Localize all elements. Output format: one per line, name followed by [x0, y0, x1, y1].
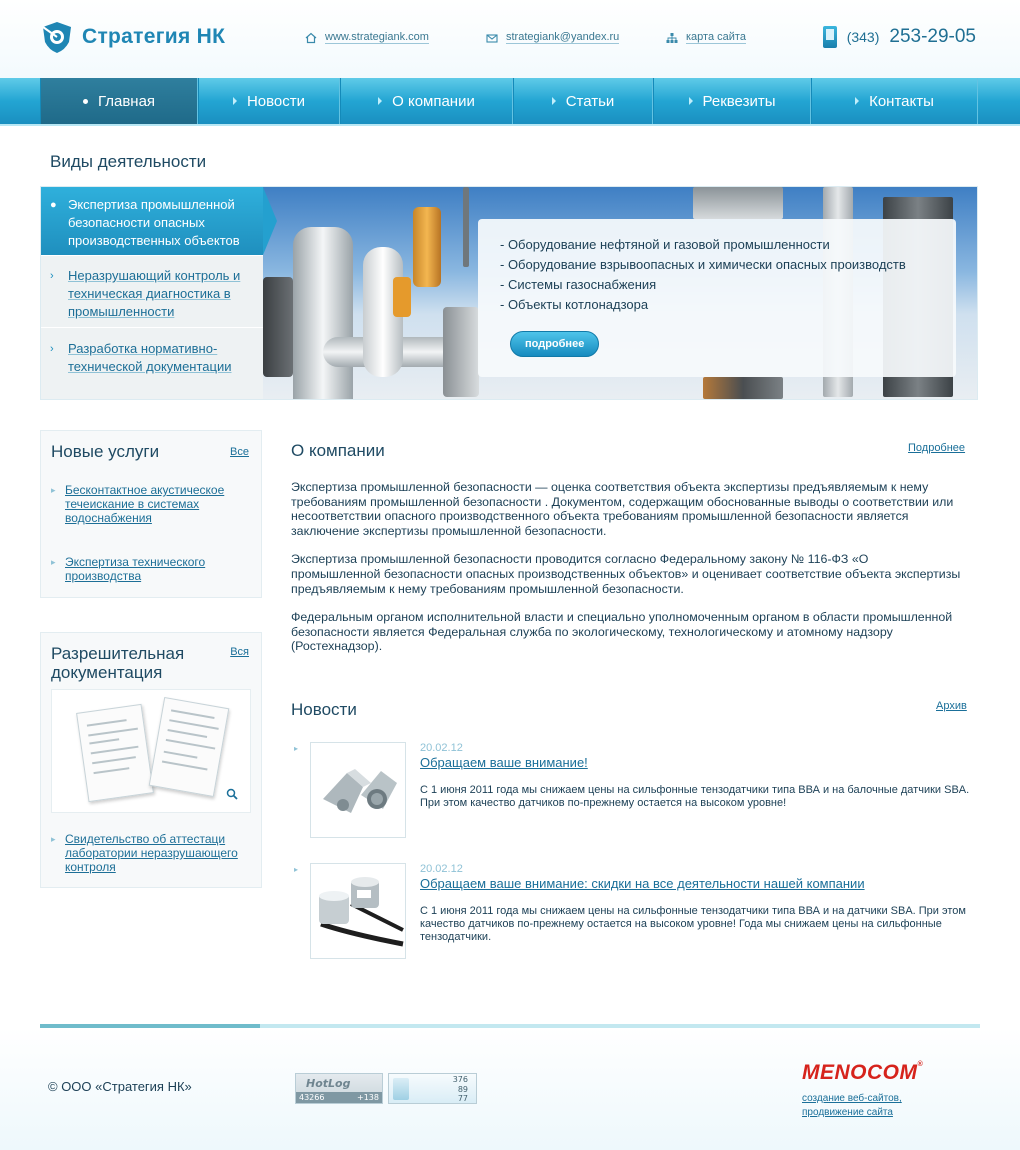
bullet-icon: ▸ — [294, 865, 299, 874]
certificate-image — [76, 704, 154, 802]
load-cell-image — [311, 743, 406, 838]
nav-item-requisites[interactable] — [653, 78, 811, 124]
news-body: С 1 июня 2011 года мы снижаем цены на сильфонные тензодатчики типа ВВА и на датчики SBA. При этом качество датчиков по-прежнему остается на высоком уровне! Года мы снижаем цены на сильфонные тензодатчики. — [420, 905, 966, 943]
sitemap-text: карта сайта — [686, 31, 746, 43]
nav-item-about[interactable] — [340, 78, 513, 124]
activity-list-item: - Объекты котлонадзора — [500, 297, 649, 312]
copyright: © ООО «Стратегия НК» — [48, 1079, 192, 1094]
about-paragraph: Экспертиза промышленной безопасности проводится согласно Федеральному закону № 116-ФЗ «О промышленной безопасности опасных производственных объектов» и оценивает соответствие объекта экспертизы предъявляемым к нему требованиям промышленной безопасности. — [291, 552, 961, 596]
counter-row: 376 — [452, 1075, 468, 1084]
activity-list-item: - Оборудование нефтяной и газовой промышленности — [500, 237, 830, 252]
service-item-label: Экспертиза технического производства — [65, 555, 206, 583]
activities-title: Виды деятельности — [50, 152, 207, 171]
mail-icon — [486, 32, 498, 44]
hotlog-delta: +138 — [357, 1093, 379, 1102]
liveinternet-counter[interactable] — [388, 1073, 477, 1104]
arrow-right-icon — [233, 97, 237, 105]
nav-item-news[interactable] — [198, 78, 340, 124]
site-url-link[interactable] — [305, 31, 429, 44]
sitemap-icon — [666, 32, 678, 44]
about-more-link[interactable]: Подробнее — [908, 442, 966, 454]
nav-item-home[interactable] — [40, 78, 198, 124]
developer-link: продвижение сайта — [802, 1107, 893, 1118]
logo-text: Стратегия НК — [82, 25, 226, 48]
phone-icon — [823, 26, 837, 48]
developer-links[interactable] — [802, 1092, 902, 1120]
nav-item-label: Контакты — [869, 92, 934, 110]
arrow-right-icon — [689, 97, 693, 105]
counter-row: 77 — [457, 1094, 468, 1103]
news-title-link[interactable]: Обращаем ваше внимание: скидки на все деятельности нашей компании — [420, 876, 865, 891]
nav-item-label: Главная — [97, 92, 156, 110]
nav-item-articles[interactable] — [513, 78, 653, 124]
permits-panel — [40, 632, 262, 888]
service-item-label: Бесконтактное акустическое течеискание в системах водоснабжения — [65, 483, 225, 525]
new-services-panel — [40, 430, 262, 598]
arrow-right-icon — [378, 97, 382, 105]
bullet-icon: ▸ — [51, 557, 56, 567]
news-date: 20.02.12 — [420, 863, 463, 875]
activity-tab-label: Разработка нормативно-технической документации — [68, 341, 232, 374]
phone-code: (343) — [846, 29, 880, 45]
bullet-icon: ▸ — [294, 744, 299, 753]
permits-title — [51, 644, 184, 682]
permits-title-line: Разрешительная — [51, 644, 185, 663]
permits-all-link[interactable]: Вся — [230, 646, 249, 658]
nav-item-contacts[interactable] — [811, 78, 978, 124]
permit-item[interactable] — [51, 832, 251, 874]
nav-item-label: О компании — [392, 92, 475, 110]
header — [0, 0, 1020, 78]
home-icon — [305, 32, 317, 44]
phone-block — [823, 26, 976, 48]
arrow-right-icon — [855, 97, 859, 105]
news-date: 20.02.12 — [420, 742, 463, 754]
sensor-image — [311, 864, 406, 959]
hotlog-brand: HotLog — [306, 1077, 351, 1090]
activities-tabs — [41, 187, 263, 399]
permits-title-line: документация — [51, 663, 163, 682]
about-title: О компании — [291, 441, 385, 460]
chevron-right-icon: › — [50, 270, 54, 282]
site-url-text: www.strategiank.com — [325, 31, 429, 43]
news-item — [294, 742, 974, 840]
nav-item-label: Реквезиты — [702, 92, 776, 110]
activities-slider — [40, 186, 978, 400]
arrow-right-icon — [552, 97, 556, 105]
email-link[interactable] — [486, 31, 619, 44]
hotlog-counter[interactable] — [295, 1073, 383, 1104]
counter-logo-icon — [393, 1078, 409, 1100]
permit-caption: Свидетельство об аттестаци лаборатории неразрушающего контроля — [65, 832, 238, 874]
developer-logo-text: MENOCOM — [802, 1061, 918, 1084]
shield-logo-icon — [40, 20, 74, 54]
active-tab-pointer — [263, 187, 277, 255]
activity-details-panel — [478, 219, 956, 377]
activity-list — [500, 235, 906, 315]
news-title-link[interactable]: Обращаем ваше внимание! — [420, 755, 588, 770]
news-thumbnail[interactable] — [310, 863, 406, 959]
logo[interactable] — [40, 20, 225, 54]
certificate-thumbnail[interactable] — [51, 689, 251, 813]
news-body: С 1 июня 2011 года мы снижаем цены на сильфонные тензодатчики типа ВВА и на балочные датчики SBA. При этом качество датчиков по-прежнему остается на высоком уровне! — [420, 784, 970, 809]
magnifier-icon — [226, 788, 238, 800]
certificate-image — [149, 697, 230, 797]
nav-item-label: Статьи — [565, 92, 615, 110]
activity-tab-label: Неразрушающий контроль и техническая диагностика в промышленности — [68, 268, 241, 319]
news-thumbnail[interactable] — [310, 742, 406, 838]
phone-number: 253-29-05 — [889, 26, 976, 47]
activity-list-item: - Системы газоснабжения — [500, 277, 657, 292]
bullet-icon: ▸ — [51, 485, 56, 495]
main-nav — [0, 78, 1020, 126]
about-paragraph: Федеральным органом исполнительной власти и специально уполномоченным органом в области промышленной безопасности является Федеральная служба по экологическому, технологическому и атомному надзору (Ростехнадзор). — [291, 610, 953, 654]
news-archive-link[interactable]: Архив — [936, 700, 967, 712]
about-paragraph: Экспертиза промышленной безопасности — оценка соответствия объекта экспертизы предъявляемым к нему требованиям промышленной безопасности . Документом, содержащим обоснованные выводы о соответствии или несоответствии опасного производственного объекта требованиям промышленной безопасности является заключение экспертизы промышленной безопасности. — [291, 480, 954, 538]
footer — [0, 1028, 1020, 1150]
developer-link: создание веб-сайтов, — [802, 1093, 902, 1104]
bullet-icon: ▸ — [51, 834, 56, 844]
service-item[interactable] — [51, 483, 251, 525]
bullet-icon — [83, 99, 88, 104]
developer-logo[interactable] — [802, 1061, 923, 1085]
activity-tab-label: Экспертиза промышленной безопасности опасных производственных объектов — [68, 197, 240, 248]
news-title: Новости — [291, 700, 357, 719]
email-text: strategiank@yandex.ru — [506, 31, 620, 43]
service-item[interactable] — [51, 555, 251, 583]
sitemap-link[interactable] — [666, 31, 746, 44]
activity-tab-expertise[interactable] — [41, 187, 263, 255]
activity-tab-docs[interactable] — [41, 327, 263, 399]
about-text — [291, 480, 961, 668]
chevron-right-icon: › — [50, 343, 54, 355]
counter-row: 89 — [457, 1084, 468, 1094]
bullet-icon: ● — [50, 199, 57, 211]
registered-mark: ® — [917, 1061, 924, 1068]
industrial-pipes-photo — [263, 187, 977, 399]
services-all-link[interactable]: Все — [230, 446, 249, 458]
news-item — [294, 863, 974, 961]
activity-list-item: - Оборудование взрывоопасных и химически опасных производств — [500, 257, 906, 272]
more-button[interactable]: подробнее — [510, 331, 599, 357]
hotlog-count: 43266 — [299, 1093, 325, 1102]
new-services-title: Новые услуги — [51, 442, 160, 461]
activity-tab-ndt[interactable] — [41, 255, 263, 327]
nav-item-label: Новости — [246, 92, 306, 110]
